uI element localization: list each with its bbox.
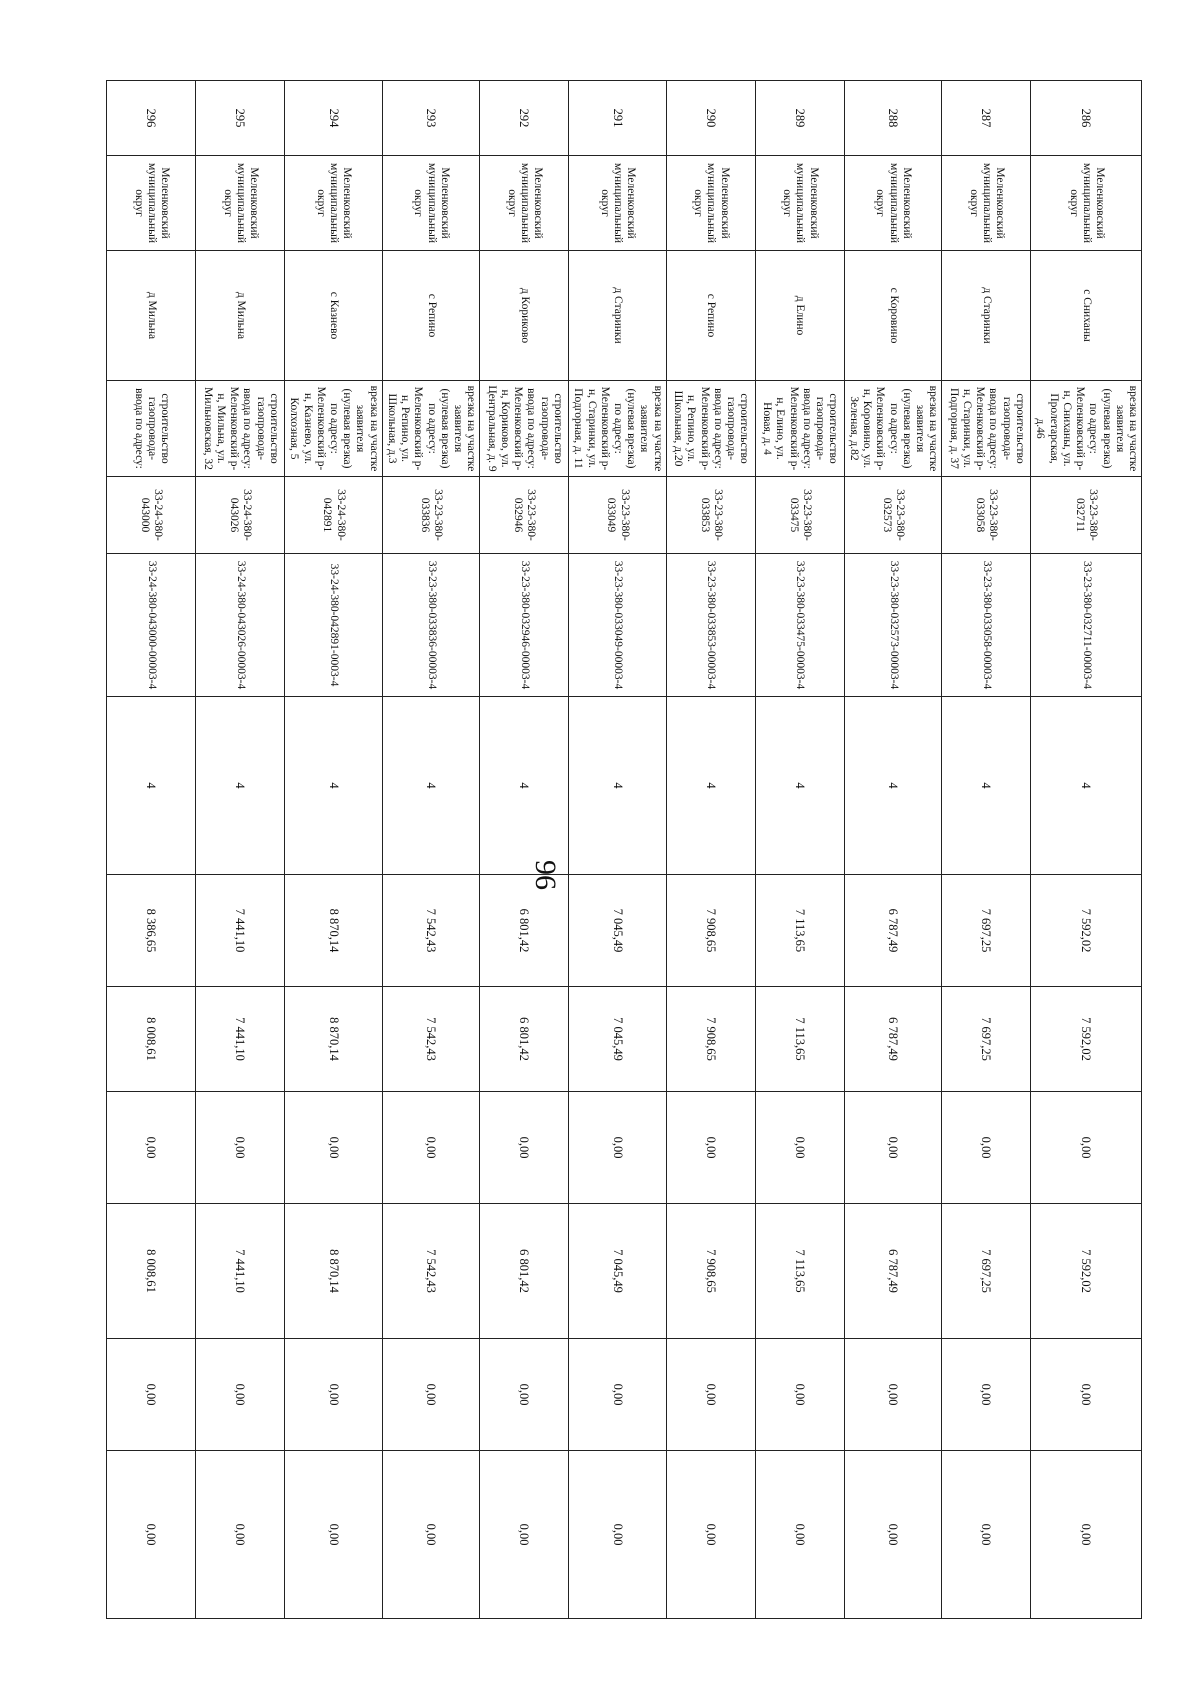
amount-5-cell: 0,00 (196, 1339, 285, 1451)
locality-cell: с Казнево (285, 251, 383, 381)
amount-5-cell: 0,00 (755, 1339, 844, 1451)
district-cell: Меленковский муниципальный округ (1031, 156, 1142, 251)
amount-6-cell: 0,00 (382, 1451, 480, 1619)
object-id-cell: 33-23-380-033049-00003-4 (569, 554, 667, 697)
district-cell: Меленковский муниципальный округ (666, 156, 755, 251)
amount-1-cell: 7 592,02 (1031, 875, 1142, 987)
object-id-cell: 33-23-380-032573-00003-4 (844, 554, 942, 697)
locality-cell: с Репино (666, 251, 755, 381)
row-number: 293 (382, 81, 480, 156)
amount-5-cell: 0,00 (382, 1339, 480, 1451)
amount-4-cell: 7 542,43 (382, 1204, 480, 1339)
amount-4-cell: 7 441,10 (196, 1204, 285, 1339)
category-cell: 4 (844, 697, 942, 875)
work-description-cell: врезка на участке заявителя (нулевая врезка) по адресу: Меленковский р-н, Сниханы, ул. Пролетарская, д.46 (1031, 381, 1142, 477)
application-code-cell: 33-24-380-043000 (107, 477, 196, 554)
application-code-cell: 33-23-380-032573 (844, 477, 942, 554)
amount-6-cell: 0,00 (1031, 1451, 1142, 1619)
amount-3-cell: 0,00 (285, 1092, 383, 1204)
amount-1-cell: 8 386,65 (107, 875, 196, 987)
amount-2-cell: 8 008,61 (107, 987, 196, 1092)
amount-3-cell: 0,00 (382, 1092, 480, 1204)
amount-4-cell: 7 045,49 (569, 1204, 667, 1339)
amount-1-cell: 7 697,25 (942, 875, 1031, 987)
category-cell: 4 (569, 697, 667, 875)
amount-2-cell: 7 908,65 (666, 987, 755, 1092)
table-row (480, 81, 569, 1619)
rotated-table-frame (132, 80, 1142, 1618)
amount-4-cell: 6 787,49 (844, 1204, 942, 1339)
object-id-cell: 33-24-380-043026-00003-4 (196, 554, 285, 697)
amount-6-cell: 0,00 (480, 1451, 569, 1619)
district-cell: Меленковский муниципальный округ (844, 156, 942, 251)
object-id-cell: 33-23-380-033475-00003-4 (755, 554, 844, 697)
row-number: 290 (666, 81, 755, 156)
amount-3-cell: 0,00 (755, 1092, 844, 1204)
amount-2-cell: 8 870,14 (285, 987, 383, 1092)
locality-cell: д Мильна (107, 251, 196, 381)
amount-2-cell: 7 441,10 (196, 987, 285, 1092)
amount-6-cell: 0,00 (107, 1451, 196, 1619)
category-cell: 4 (755, 697, 844, 875)
amount-3-cell: 0,00 (480, 1092, 569, 1204)
work-description-cell: строительство газопровода-ввода по адресу: Меленковский р-н, Елино, ул. Новая, д. 4 (755, 381, 844, 477)
locality-cell: д Кориково (480, 251, 569, 381)
row-number: 294 (285, 81, 383, 156)
table-row (755, 81, 844, 1619)
object-id-cell: 33-24-380-043000-00003-4 (107, 554, 196, 697)
amount-5-cell: 0,00 (285, 1339, 383, 1451)
district-cell: Меленковский муниципальный округ (285, 156, 383, 251)
application-code-cell: 33-23-380-033475 (755, 477, 844, 554)
amount-5-cell: 0,00 (480, 1339, 569, 1451)
work-description-cell: врезка на участке заявителя (нулевая врезка) по адресу: Меленковский р-н, Казнево, ул. Колхозная, 5 (285, 381, 383, 477)
amount-2-cell: 6 787,49 (844, 987, 942, 1092)
row-number: 289 (755, 81, 844, 156)
object-id-cell: 33-24-380-042891-0003-4 (285, 554, 383, 697)
application-code-cell: 33-23-380-033058 (942, 477, 1031, 554)
object-id-cell: 33-23-380-032946-00003-4 (480, 554, 569, 697)
amount-3-cell: 0,00 (942, 1092, 1031, 1204)
category-cell: 4 (382, 697, 480, 875)
amount-6-cell: 0,00 (285, 1451, 383, 1619)
amount-5-cell: 0,00 (666, 1339, 755, 1451)
row-number: 296 (107, 81, 196, 156)
row-number: 288 (844, 81, 942, 156)
amount-1-cell: 7 045,49 (569, 875, 667, 987)
amount-2-cell: 6 801,42 (480, 987, 569, 1092)
amount-6-cell: 0,00 (844, 1451, 942, 1619)
category-cell: 4 (107, 697, 196, 875)
table-row (107, 81, 196, 1619)
amount-2-cell: 7 045,49 (569, 987, 667, 1092)
application-code-cell: 33-23-380-032711 (1031, 477, 1142, 554)
object-id-cell: 33-23-380-032711-00003-4 (1031, 554, 1142, 697)
amount-4-cell: 7 113,65 (755, 1204, 844, 1339)
amount-4-cell: 7 908,65 (666, 1204, 755, 1339)
application-code-cell: 33-23-380-032946 (480, 477, 569, 554)
row-number: 292 (480, 81, 569, 156)
work-description-cell: врезка на участке заявителя (нулевая врезка) по адресу: Меленковский р-н, Старинки, ул. Подгорная, д. 11 (569, 381, 667, 477)
table-row (569, 81, 667, 1619)
amount-4-cell: 7 592,02 (1031, 1204, 1142, 1339)
application-code-cell: 33-23-380-033853 (666, 477, 755, 554)
work-description-cell: строительство газопровода-ввода по адресу: Меленковский р-н, Репино, ул. Школьная, д.20 (666, 381, 755, 477)
table-row (196, 81, 285, 1619)
district-cell: Меленковский муниципальный округ (382, 156, 480, 251)
amount-2-cell: 7 542,43 (382, 987, 480, 1092)
amount-2-cell: 7 697,25 (942, 987, 1031, 1092)
amount-4-cell: 7 697,25 (942, 1204, 1031, 1339)
amount-1-cell: 8 870,14 (285, 875, 383, 987)
amount-4-cell: 8 870,14 (285, 1204, 383, 1339)
district-cell: Меленковский муниципальный округ (755, 156, 844, 251)
locality-cell: д Елино (755, 251, 844, 381)
table-row (844, 81, 942, 1619)
amount-4-cell: 8 008,61 (107, 1204, 196, 1339)
amount-3-cell: 0,00 (1031, 1092, 1142, 1204)
amount-3-cell: 0,00 (569, 1092, 667, 1204)
category-cell: 4 (666, 697, 755, 875)
table-row (1031, 81, 1142, 1619)
row-number: 291 (569, 81, 667, 156)
category-cell: 4 (285, 697, 383, 875)
category-cell: 4 (942, 697, 1031, 875)
amount-4-cell: 6 801,42 (480, 1204, 569, 1339)
application-code-cell: 33-24-380-042891 (285, 477, 383, 554)
table-row (382, 81, 480, 1619)
amount-3-cell: 0,00 (666, 1092, 755, 1204)
amount-2-cell: 7 113,65 (755, 987, 844, 1092)
amount-6-cell: 0,00 (569, 1451, 667, 1619)
locality-cell: с Коровино (844, 251, 942, 381)
amount-3-cell: 0,00 (107, 1092, 196, 1204)
work-description-cell: строительство газопровода-ввода по адресу: Меленковский р-н, Кориково, ул. Центральная, д. 9 (480, 381, 569, 477)
amount-1-cell: 7 113,65 (755, 875, 844, 987)
amount-2-cell: 7 592,02 (1031, 987, 1142, 1092)
row-number: 295 (196, 81, 285, 156)
amount-5-cell: 0,00 (844, 1339, 942, 1451)
application-code-cell: 33-23-380-033049 (569, 477, 667, 554)
locality-cell: д Мильна (196, 251, 285, 381)
amount-6-cell: 0,00 (755, 1451, 844, 1619)
district-cell: Меленковский муниципальный округ (569, 156, 667, 251)
district-cell: Меленковский муниципальный округ (107, 156, 196, 251)
amount-1-cell: 6 787,49 (844, 875, 942, 987)
district-cell: Меленковский муниципальный округ (196, 156, 285, 251)
table-row (285, 81, 383, 1619)
amount-5-cell: 0,00 (1031, 1339, 1142, 1451)
amount-6-cell: 0,00 (666, 1451, 755, 1619)
page-number: 96 (529, 860, 562, 890)
table-row (942, 81, 1031, 1619)
work-description-cell: врезка на участке заявителя (нулевая врезка) по адресу: Меленковский р-н, Репино, ул. Школьная, д.3 (382, 381, 480, 477)
district-cell: Меленковский муниципальный округ (480, 156, 569, 251)
locality-cell: д Старинки (942, 251, 1031, 381)
district-cell: Меленковский муниципальный округ (942, 156, 1031, 251)
locality-cell: с Сниханы (1031, 251, 1142, 381)
work-description-cell: строительство газопровода-ввода по адресу: Меленковский р-н, Мильна, ул. Мильновская, 32 (196, 381, 285, 477)
amount-3-cell: 0,00 (196, 1092, 285, 1204)
amount-5-cell: 0,00 (569, 1339, 667, 1451)
table-row (666, 81, 755, 1619)
application-code-cell: 33-24-380-043026 (196, 477, 285, 554)
category-cell: 4 (196, 697, 285, 875)
object-id-cell: 33-23-380-033058-00003-4 (942, 554, 1031, 697)
row-number: 286 (1031, 81, 1142, 156)
row-number: 287 (942, 81, 1031, 156)
amount-6-cell: 0,00 (196, 1451, 285, 1619)
application-code-cell: 33-23-380-033836 (382, 477, 480, 554)
amount-1-cell: 6 801,42 (480, 875, 569, 987)
amount-5-cell: 0,00 (942, 1339, 1031, 1451)
object-id-cell: 33-23-380-033853-00003-4 (666, 554, 755, 697)
work-description-cell: строительство газопровода-ввода по адресу: Меленковский р-н, Старинки, ул. Подгорная, д. 37 (942, 381, 1031, 477)
amount-1-cell: 7 441,10 (196, 875, 285, 987)
locality-cell: д Старинки (569, 251, 667, 381)
registry-table (106, 80, 1142, 1619)
amount-1-cell: 7 908,65 (666, 875, 755, 987)
amount-3-cell: 0,00 (844, 1092, 942, 1204)
category-cell: 4 (1031, 697, 1142, 875)
object-id-cell: 33-23-380-033836-00003-4 (382, 554, 480, 697)
work-description-cell: строительство газопровода-ввода по адресу: (107, 381, 196, 477)
locality-cell: с Репино (382, 251, 480, 381)
amount-5-cell: 0,00 (107, 1339, 196, 1451)
amount-1-cell: 7 542,43 (382, 875, 480, 987)
work-description-cell: врезка на участке заявителя (нулевая врезка) по адресу: Меленковский р-н, Коровино, ул. Зеленая, д.82 (844, 381, 942, 477)
amount-6-cell: 0,00 (942, 1451, 1031, 1619)
category-cell: 4 (480, 697, 569, 875)
